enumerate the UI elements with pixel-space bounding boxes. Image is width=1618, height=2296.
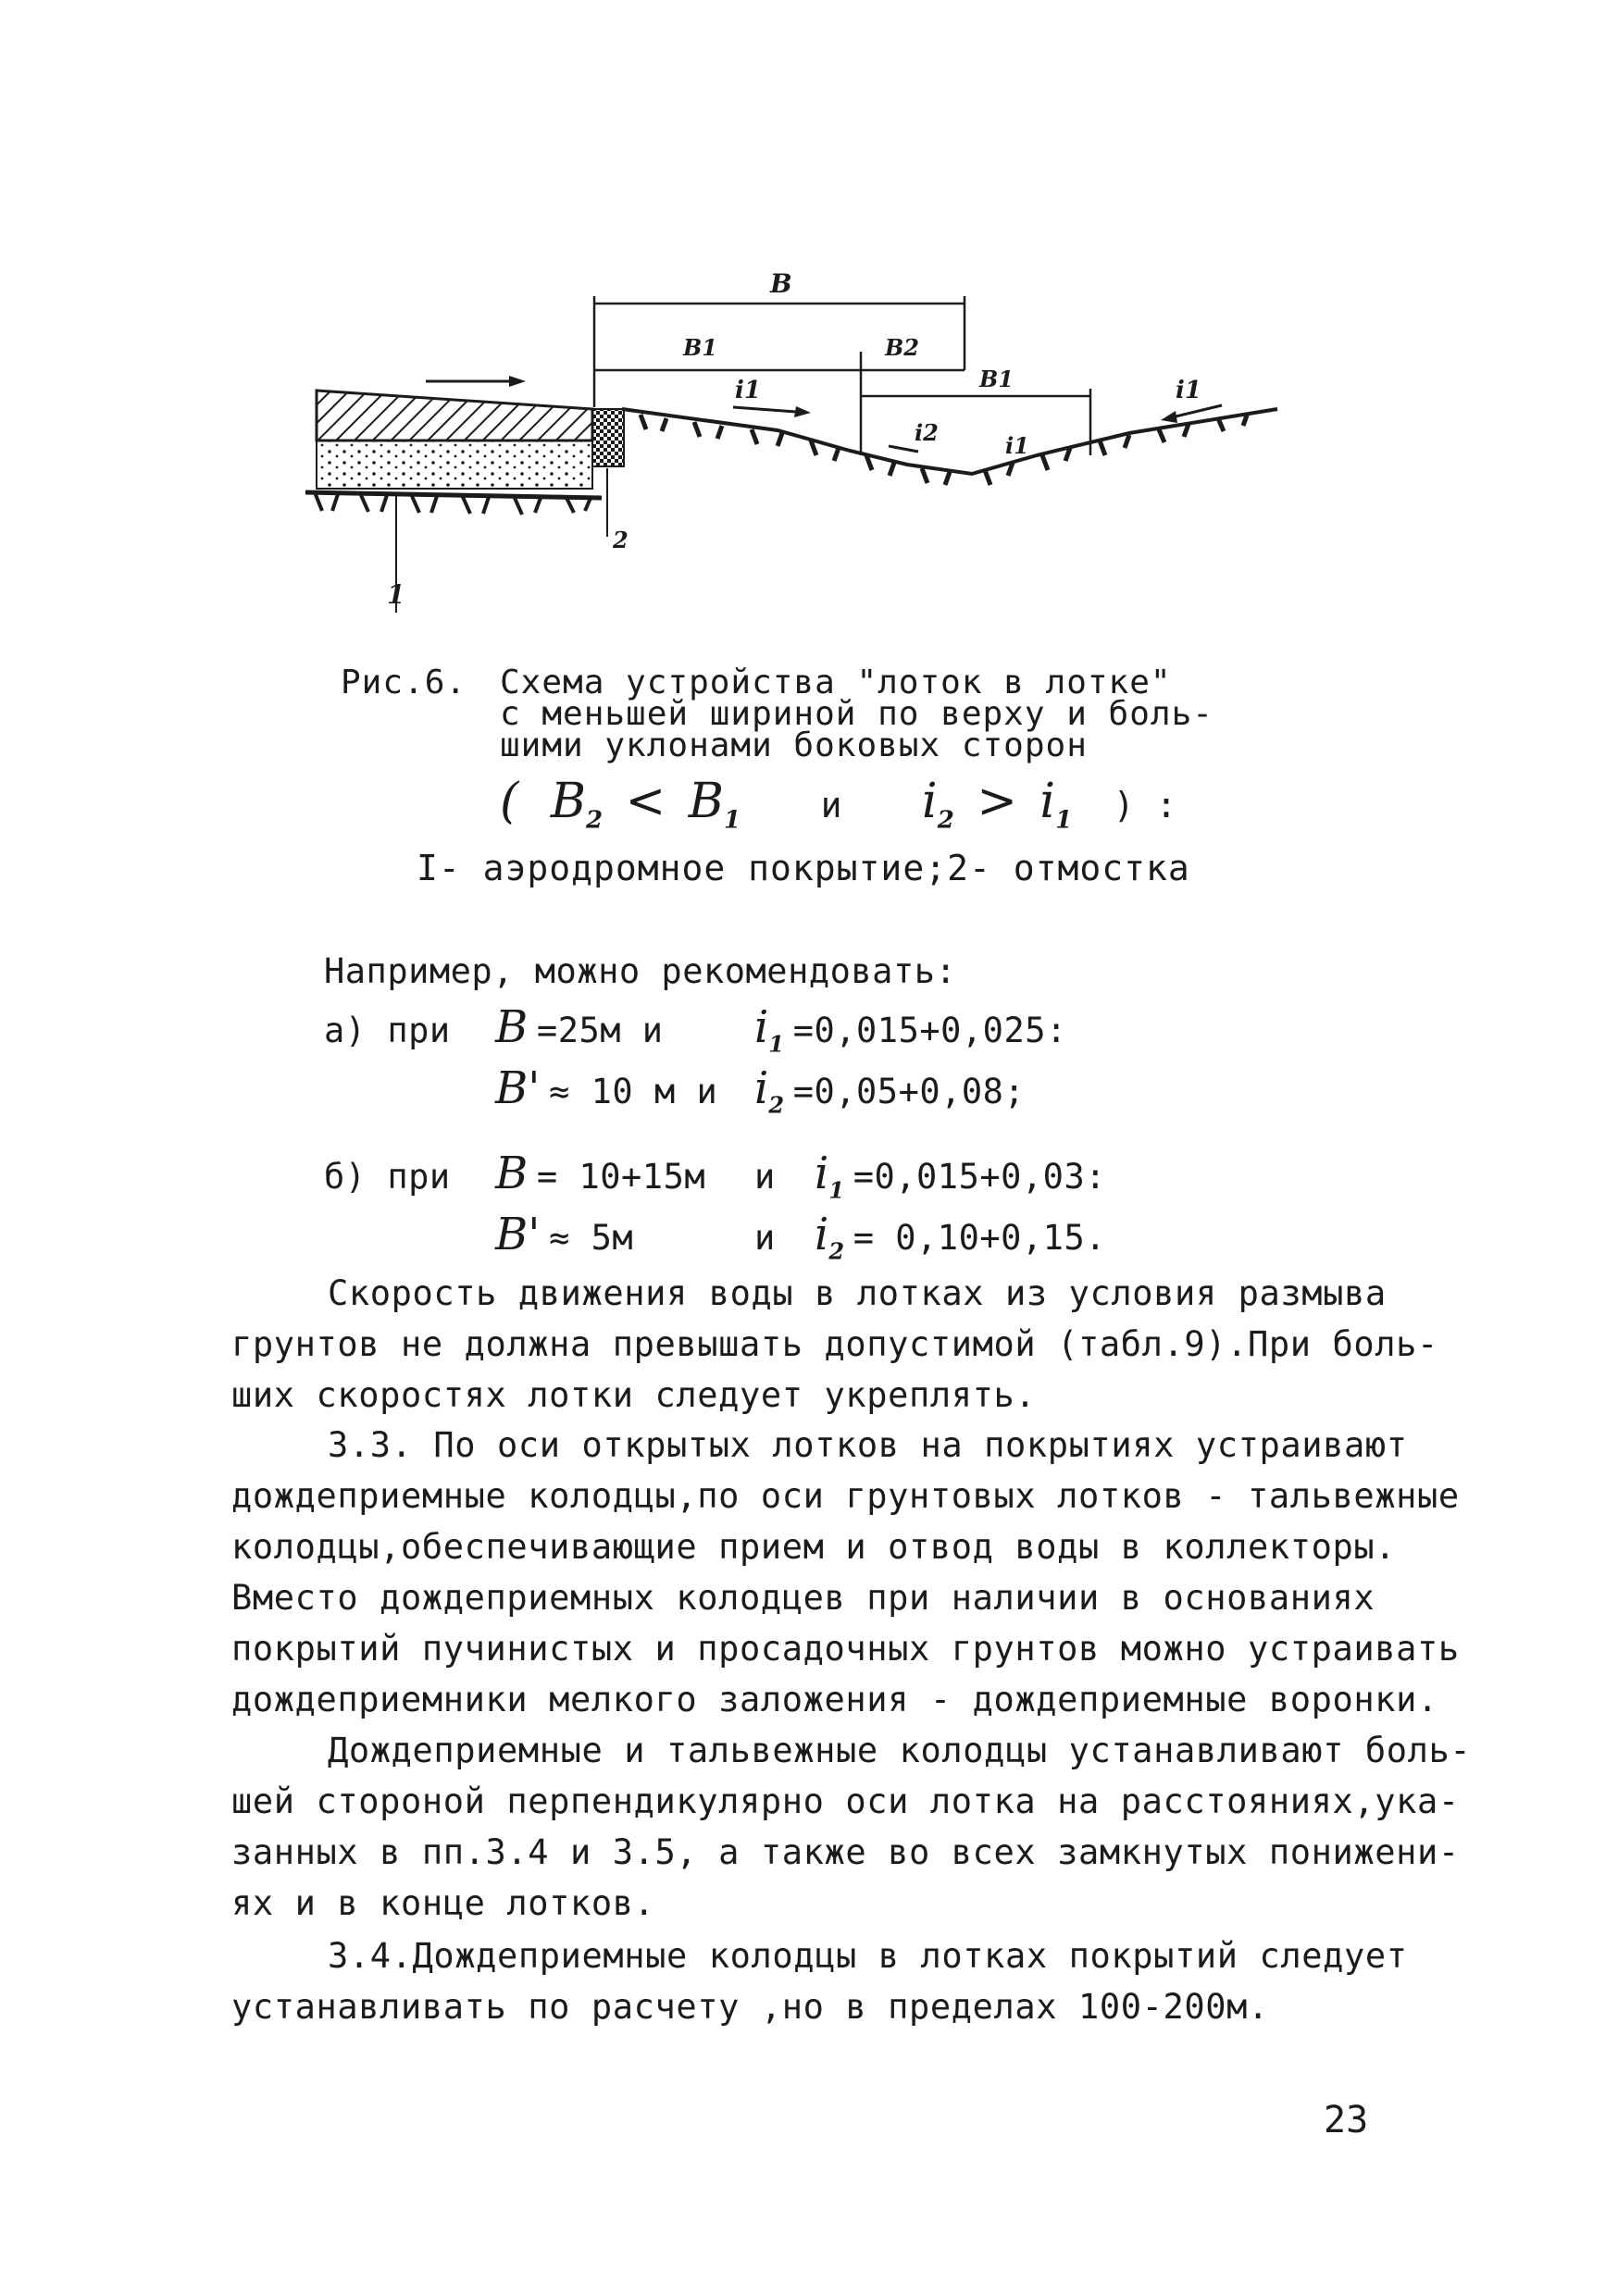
text-line: шей стороной перпендикулярно оси лотка на расстояниях,ука- (231, 1781, 1460, 1821)
pavement-hatched-layer (317, 391, 592, 441)
example-b-row-2-and: и (754, 1218, 776, 1258)
formula-i2: $i_2$ (922, 774, 954, 835)
slope-arrow-i2 (889, 446, 918, 452)
text-line: устанавливать по расчету ,но в пределах 100-200м. (231, 1987, 1269, 2027)
caption-formula (500, 774, 1176, 834)
pavement-base-layer (317, 441, 592, 489)
example-a-row-2-slope: $i_2 =0,05+0,08$; (754, 1062, 1026, 1119)
formula-b2: $B_2$ (550, 774, 604, 835)
flow-arrow-left (426, 376, 526, 387)
soil-under-pavement (305, 492, 602, 498)
callout-1: 1 (387, 579, 405, 610)
formula-and: и (820, 785, 842, 825)
caption-line-1: Схема устройства "лоток в лотке" (500, 664, 1172, 701)
example-a-label: а) при (324, 1011, 451, 1050)
example-a-row-1: B =25м и (495, 1001, 664, 1053)
example-b-row-1: B = 10+15м (495, 1148, 706, 1199)
text-line: ях и в конце лотков. (231, 1883, 655, 1923)
example-b-row-1-slope: $i_1 =0,015+0,03$: (815, 1148, 1107, 1204)
formula-i1: $i_1$ (1039, 774, 1073, 835)
label-i1-left: i1 (735, 377, 761, 404)
label-B3: B1 (979, 366, 1014, 392)
example-b-row-1-and: и (754, 1157, 776, 1197)
example-b-label: б) при (324, 1157, 451, 1197)
formula-close: ) : (1113, 785, 1177, 825)
figure-legend: I- аэродромное покрытие;2- отмостка (417, 848, 1190, 888)
paragraph-wells (231, 1725, 1472, 1929)
label-i1-right: i1 (1176, 377, 1201, 404)
text-line: Вместо дождеприемных колодцев при наличии в основаниях (231, 1578, 1375, 1618)
text-line: 3.3. По оси открытых лотков на покрытиях устраивают (328, 1425, 1408, 1465)
label-B1: B1 (683, 334, 717, 361)
formula-b1: $B_1$ (688, 774, 741, 835)
label-B2: B2 (885, 334, 919, 361)
example-a-row-2: B' ≈ 10 м и (495, 1062, 718, 1114)
caption-line-2: с меньшей шириной по верху и боль- (500, 695, 1214, 733)
text-line: Дождеприемные и тальвежные колодцы устанавливают боль- (328, 1731, 1472, 1770)
text-line: покрытий пучинистых и просадочных грунтов можно устраивать (231, 1629, 1460, 1669)
edge-strip-block (592, 409, 624, 466)
figure-label: Рис.6. (341, 664, 467, 701)
text-line: колодцы,обеспечивающие прием и отвод воды в коллекторы. (231, 1527, 1397, 1567)
label-i2: i2 (915, 419, 939, 446)
dimension-B3 (861, 389, 1090, 455)
paragraph-3-3 (231, 1420, 1460, 1725)
formula-gt: > (977, 774, 1017, 829)
text-line: дождеприемные колодцы,по оси грунтовых лотков - тальвежные (231, 1476, 1460, 1516)
formula-open: ( (500, 774, 519, 829)
text-line: Скорость движения воды в лотках из условия размыва (328, 1273, 1387, 1313)
example-b-row-2-slope: $i_2 = 0,10+0,15$. (815, 1209, 1107, 1265)
label-i2b: i1 (1005, 432, 1029, 459)
example-a-row-1-slope: $i_1 =0,015+0,025$: (754, 1001, 1067, 1058)
slope-arrow-i1-left (733, 406, 811, 417)
page-number: 23 (1324, 2099, 1369, 2141)
text-line: ших скоростях лотки следует укреплять. (231, 1375, 1037, 1415)
text-line: занных в пп.3.4 и 3.5, а также во всех замкнутых понижени- (231, 1832, 1460, 1872)
paragraph-3-4 (231, 1930, 1425, 2032)
gutter-surface (622, 409, 1277, 474)
caption-line-3: шими уклонами боковых сторон (500, 726, 1088, 764)
formula-lt: < (625, 774, 666, 829)
example-intro: Например, можно рекомендовать: (324, 951, 957, 991)
label-B: B (770, 268, 792, 299)
gutter-diagram (296, 259, 1333, 629)
paragraph-velocity (231, 1268, 1438, 1421)
text-line: грунтов не должна превышать допустимой (табл.9).При боль- (231, 1324, 1438, 1364)
text-line: 3.4.Дождеприемные колодцы в лотках покрытий следует (328, 1936, 1408, 1976)
text-line: дождеприемники мелкого заложения - дождеприемные воронки. (231, 1680, 1438, 1719)
example-b-row-2: B' ≈ 5м (495, 1209, 634, 1260)
callout-2: 2 (613, 527, 629, 553)
